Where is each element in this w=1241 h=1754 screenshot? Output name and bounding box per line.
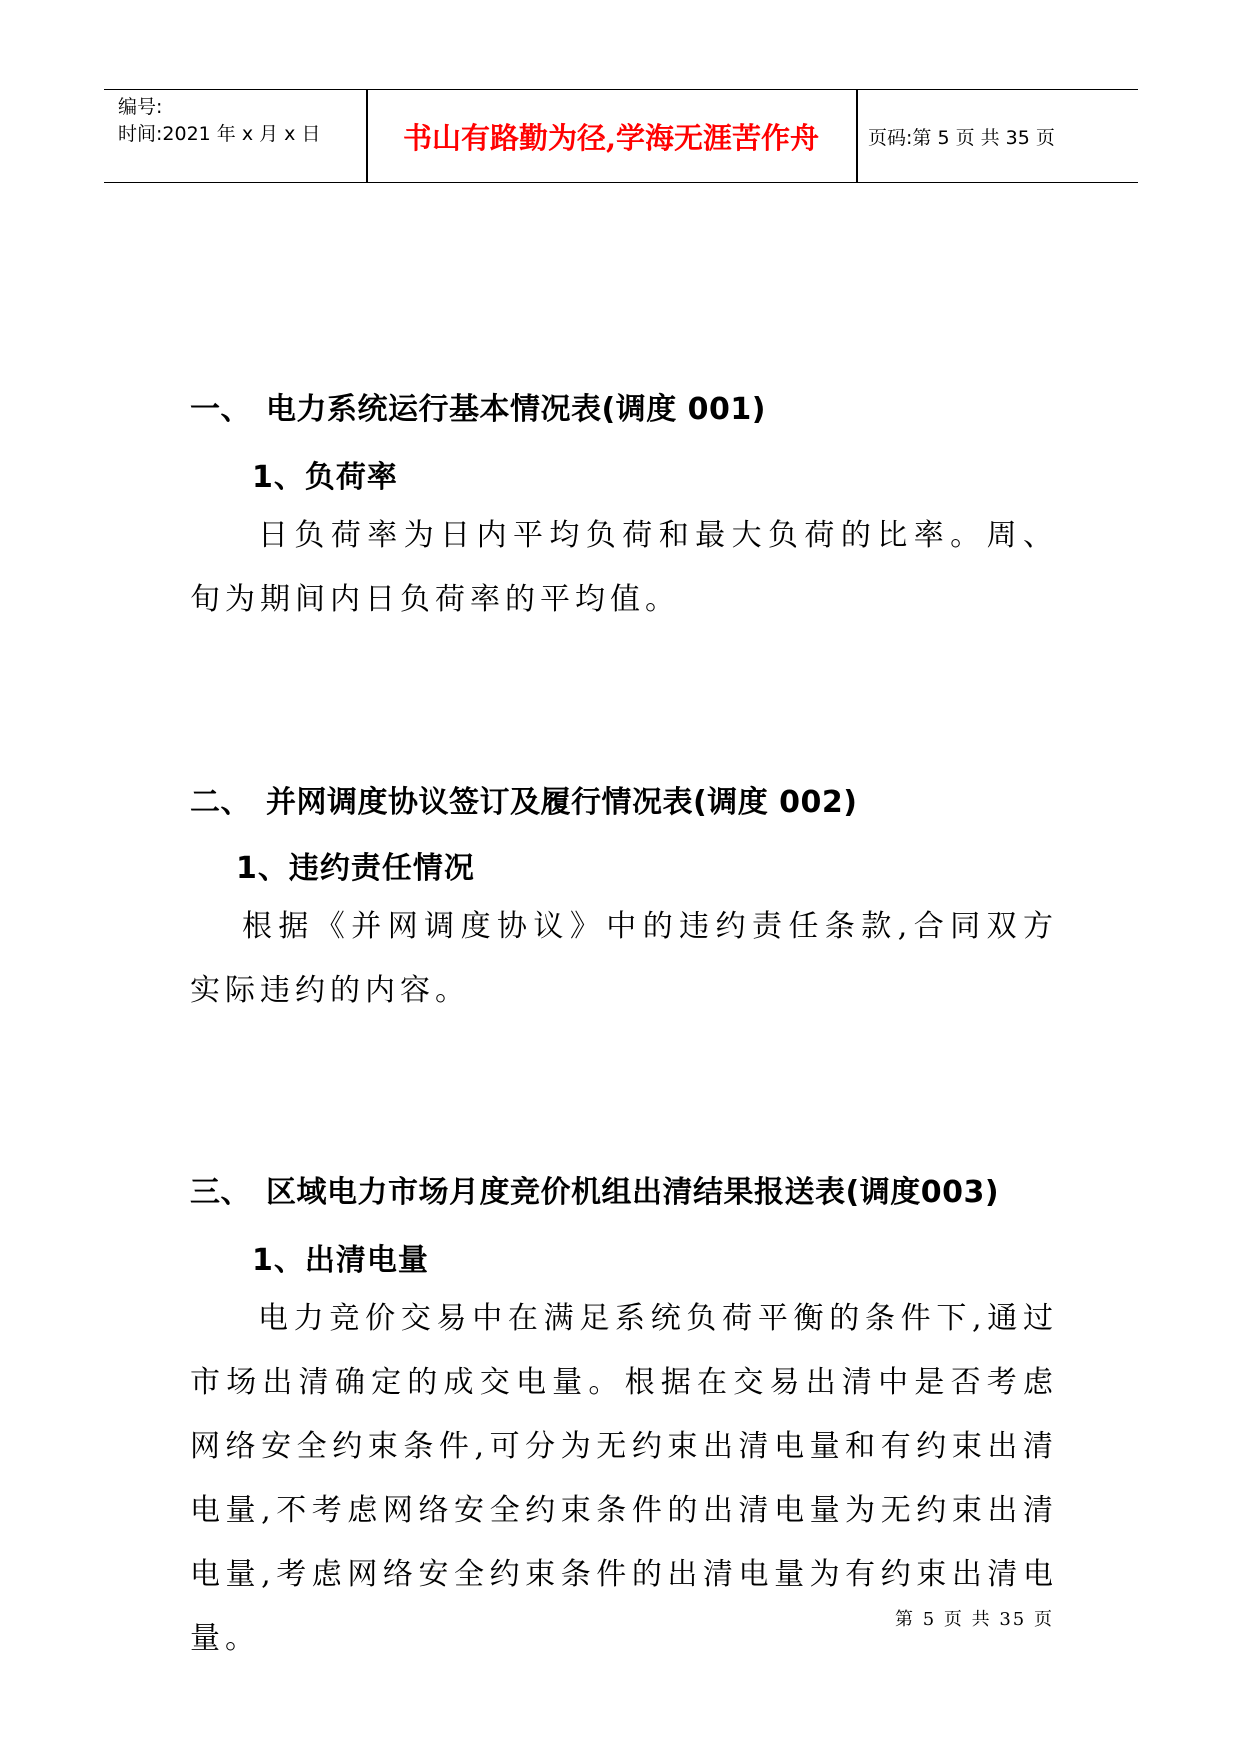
section-paragraph: 电力竞价交易中在满足系统负荷平衡的条件下,通过市场出清确定的成交电量。根据在交易出清中是否考虑网络安全约束条件,可分为无约束出清电量和有约束出清电量,不考虑网络安全约束条件的出清电量为无约束出清电量,考虑网络安全约束条件的出清电量为有约束出清电量。 [190,1301,1058,1656]
section-number: 一、 [190,392,251,427]
section-title-text: 区域电力市场月度竞价机组出清结果报送表(调度003) [266,1175,1000,1210]
subsection-title: 1、负荷率 [252,460,398,495]
section-title [190,1167,999,1211]
section-paragraph: 根据《并网调度协议》中的违约责任条款,合同双方实际违约的内容。 [190,909,1058,1008]
section-title [190,777,858,821]
section-paragraph: 日负荷率为日内平均负荷和最大负荷的比率。周、旬为期间内日负荷率的平均值。 [190,518,1058,617]
section-title-text: 并网调度协议签订及履行情况表(调度 002) [266,785,858,820]
document-time: 时间:2021 年 x 月 x 日 [118,123,321,145]
header-divider [856,90,858,182]
subsection-title: 1、违约责任情况 [236,851,475,886]
page-header [104,89,1138,183]
page-footer: 第 5 页 共 35 页 [895,1609,1054,1630]
header-meta [118,94,320,148]
section-title-text: 电力系统运行基本情况表(调度 001) [266,392,766,427]
section-number: 三、 [190,1175,251,1210]
section-title [190,384,766,428]
header-page-info: 页码:第 5 页 共 35 页 [868,126,1055,149]
subsection-title: 1、出清电量 [252,1243,429,1278]
header-motto: 书山有路勤为径,学海无涯苦作舟 [402,120,820,155]
document-number-label: 编号: [118,96,163,118]
section-number: 二、 [190,785,251,820]
